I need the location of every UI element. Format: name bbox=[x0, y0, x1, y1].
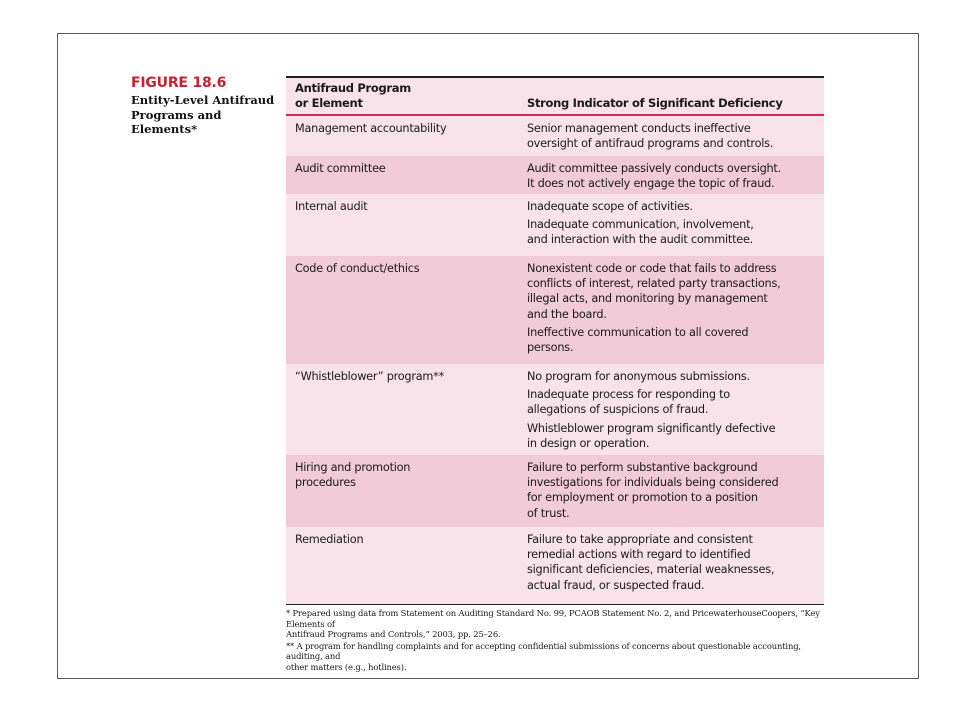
indicator-paragraph bbox=[527, 421, 818, 451]
indicator-line: No program for anonymous submissions. bbox=[527, 370, 750, 383]
footnote-line: * Prepared using data from Statement on Auditing Standard No. 99, PCAOB Statement No. 2, and PricewaterhouseCoopers, “Key Elements of bbox=[286, 608, 820, 629]
header-program-line: Antifraud Program bbox=[295, 81, 411, 95]
figure-title-line: Programs and bbox=[131, 107, 222, 122]
indicator-line: and the board. bbox=[527, 307, 607, 321]
footnote-line: ** A program for handling complaints and for accepting confidential submissions of concerns about questionable accounting, auditing, and bbox=[286, 640, 801, 662]
footnote-line: Antifraud Programs and Controls,” 2003, pp. 25–26. bbox=[286, 629, 501, 640]
indicator-line: Inadequate communication, involvement, bbox=[527, 218, 754, 232]
figure-label: FIGURE 18.6 bbox=[131, 75, 227, 91]
indicator-line: Whistleblower program significantly defective bbox=[527, 421, 776, 435]
program-cell bbox=[286, 121, 527, 156]
indicator-line: illegal acts, and monitoring by management bbox=[527, 292, 768, 306]
program-line: Hiring and promotion bbox=[295, 461, 411, 474]
indicator-paragraph bbox=[527, 460, 818, 521]
footnote-line: other matters (e.g., hotlines). bbox=[286, 661, 407, 672]
indicator-line: of trust. bbox=[527, 506, 570, 520]
table-body bbox=[286, 116, 824, 604]
indicator-line: persons. bbox=[527, 341, 574, 355]
footnotes bbox=[286, 608, 826, 673]
indicator-line: for employment or promotion to a position bbox=[527, 491, 758, 505]
indicator-paragraph bbox=[527, 369, 818, 384]
indicator-cell bbox=[527, 532, 824, 604]
indicator-cell bbox=[527, 460, 824, 527]
indicator-cell bbox=[527, 261, 824, 364]
indicator-line: oversight of antifraud programs and controls. bbox=[527, 137, 774, 151]
indicator-cell bbox=[527, 121, 824, 156]
figure-title-line: Elements* bbox=[131, 122, 198, 136]
indicator-cell bbox=[527, 369, 824, 455]
indicator-line: actual fraud, or suspected fraud. bbox=[527, 578, 705, 592]
program-line: Remediation bbox=[295, 533, 364, 546]
program-line: “Whistleblower” program** bbox=[295, 370, 444, 383]
indicator-cell bbox=[527, 161, 824, 194]
footnote bbox=[286, 608, 826, 640]
indicator-line: Inadequate scope of activities. bbox=[527, 200, 693, 213]
program-cell bbox=[286, 532, 527, 604]
program-cell bbox=[286, 460, 527, 527]
program-cell bbox=[286, 369, 527, 455]
indicator-line: allegations of suspicions of fraud. bbox=[527, 403, 709, 417]
table-bottom-rule bbox=[286, 604, 824, 605]
program-line: Internal audit bbox=[295, 200, 368, 213]
indicator-line: Inadequate process for responding to bbox=[527, 388, 730, 402]
figure-title bbox=[131, 93, 281, 137]
table-row bbox=[286, 116, 824, 156]
program-line: Code of conduct/ethics bbox=[295, 262, 420, 275]
program-line: Management accountability bbox=[295, 122, 447, 135]
indicator-paragraph bbox=[527, 161, 818, 191]
indicator-line: Nonexistent code or code that fails to address bbox=[527, 262, 777, 275]
figure-caption bbox=[131, 75, 281, 137]
indicator-line: and interaction with the audit committee. bbox=[527, 233, 754, 247]
indicator-paragraph bbox=[527, 387, 818, 417]
indicator-line: Audit committee passively conducts oversight. bbox=[527, 162, 781, 175]
footnote bbox=[286, 641, 826, 673]
indicator-line: conflicts of interest, related party transactions, bbox=[527, 277, 781, 291]
program-cell bbox=[286, 199, 527, 256]
indicator-line: remedial actions with regard to identified bbox=[527, 548, 751, 562]
indicator-paragraph bbox=[527, 217, 818, 247]
figure-title-line: Entity-Level Antifraud bbox=[131, 93, 275, 107]
header-program-line: or Element bbox=[295, 96, 363, 110]
table-header-row bbox=[286, 78, 824, 116]
indicator-line: investigations for individuals being considered bbox=[527, 476, 779, 490]
header-program bbox=[286, 81, 527, 111]
table-row bbox=[286, 156, 824, 194]
program-cell bbox=[286, 161, 527, 194]
table-row bbox=[286, 364, 824, 455]
program-line: procedures bbox=[295, 476, 356, 490]
table-row bbox=[286, 256, 824, 364]
program-cell bbox=[286, 261, 527, 364]
indicator-line: Ineffective communication to all covered bbox=[527, 325, 749, 339]
indicator-line: Failure to take appropriate and consistent bbox=[527, 533, 753, 546]
indicator-paragraph bbox=[527, 199, 818, 214]
indicator-line: significant deficiencies, material weaknesses, bbox=[527, 563, 775, 577]
indicator-line: It does not actively engage the topic of fraud. bbox=[527, 177, 775, 191]
indicator-line: Senior management conducts ineffective bbox=[527, 122, 751, 135]
table-row bbox=[286, 455, 824, 527]
indicator-paragraph bbox=[527, 121, 818, 151]
antifraud-table bbox=[286, 76, 824, 605]
indicator-paragraph bbox=[527, 325, 818, 355]
indicator-cell bbox=[527, 199, 824, 256]
indicator-paragraph bbox=[527, 261, 818, 322]
table-row bbox=[286, 194, 824, 256]
header-indicator: Strong Indicator of Significant Deficiency bbox=[527, 96, 783, 110]
indicator-paragraph bbox=[527, 532, 818, 593]
indicator-line: in design or operation. bbox=[527, 436, 650, 450]
table-row bbox=[286, 527, 824, 604]
program-line: Audit committee bbox=[295, 162, 386, 175]
indicator-line: Failure to perform substantive background bbox=[527, 461, 758, 474]
